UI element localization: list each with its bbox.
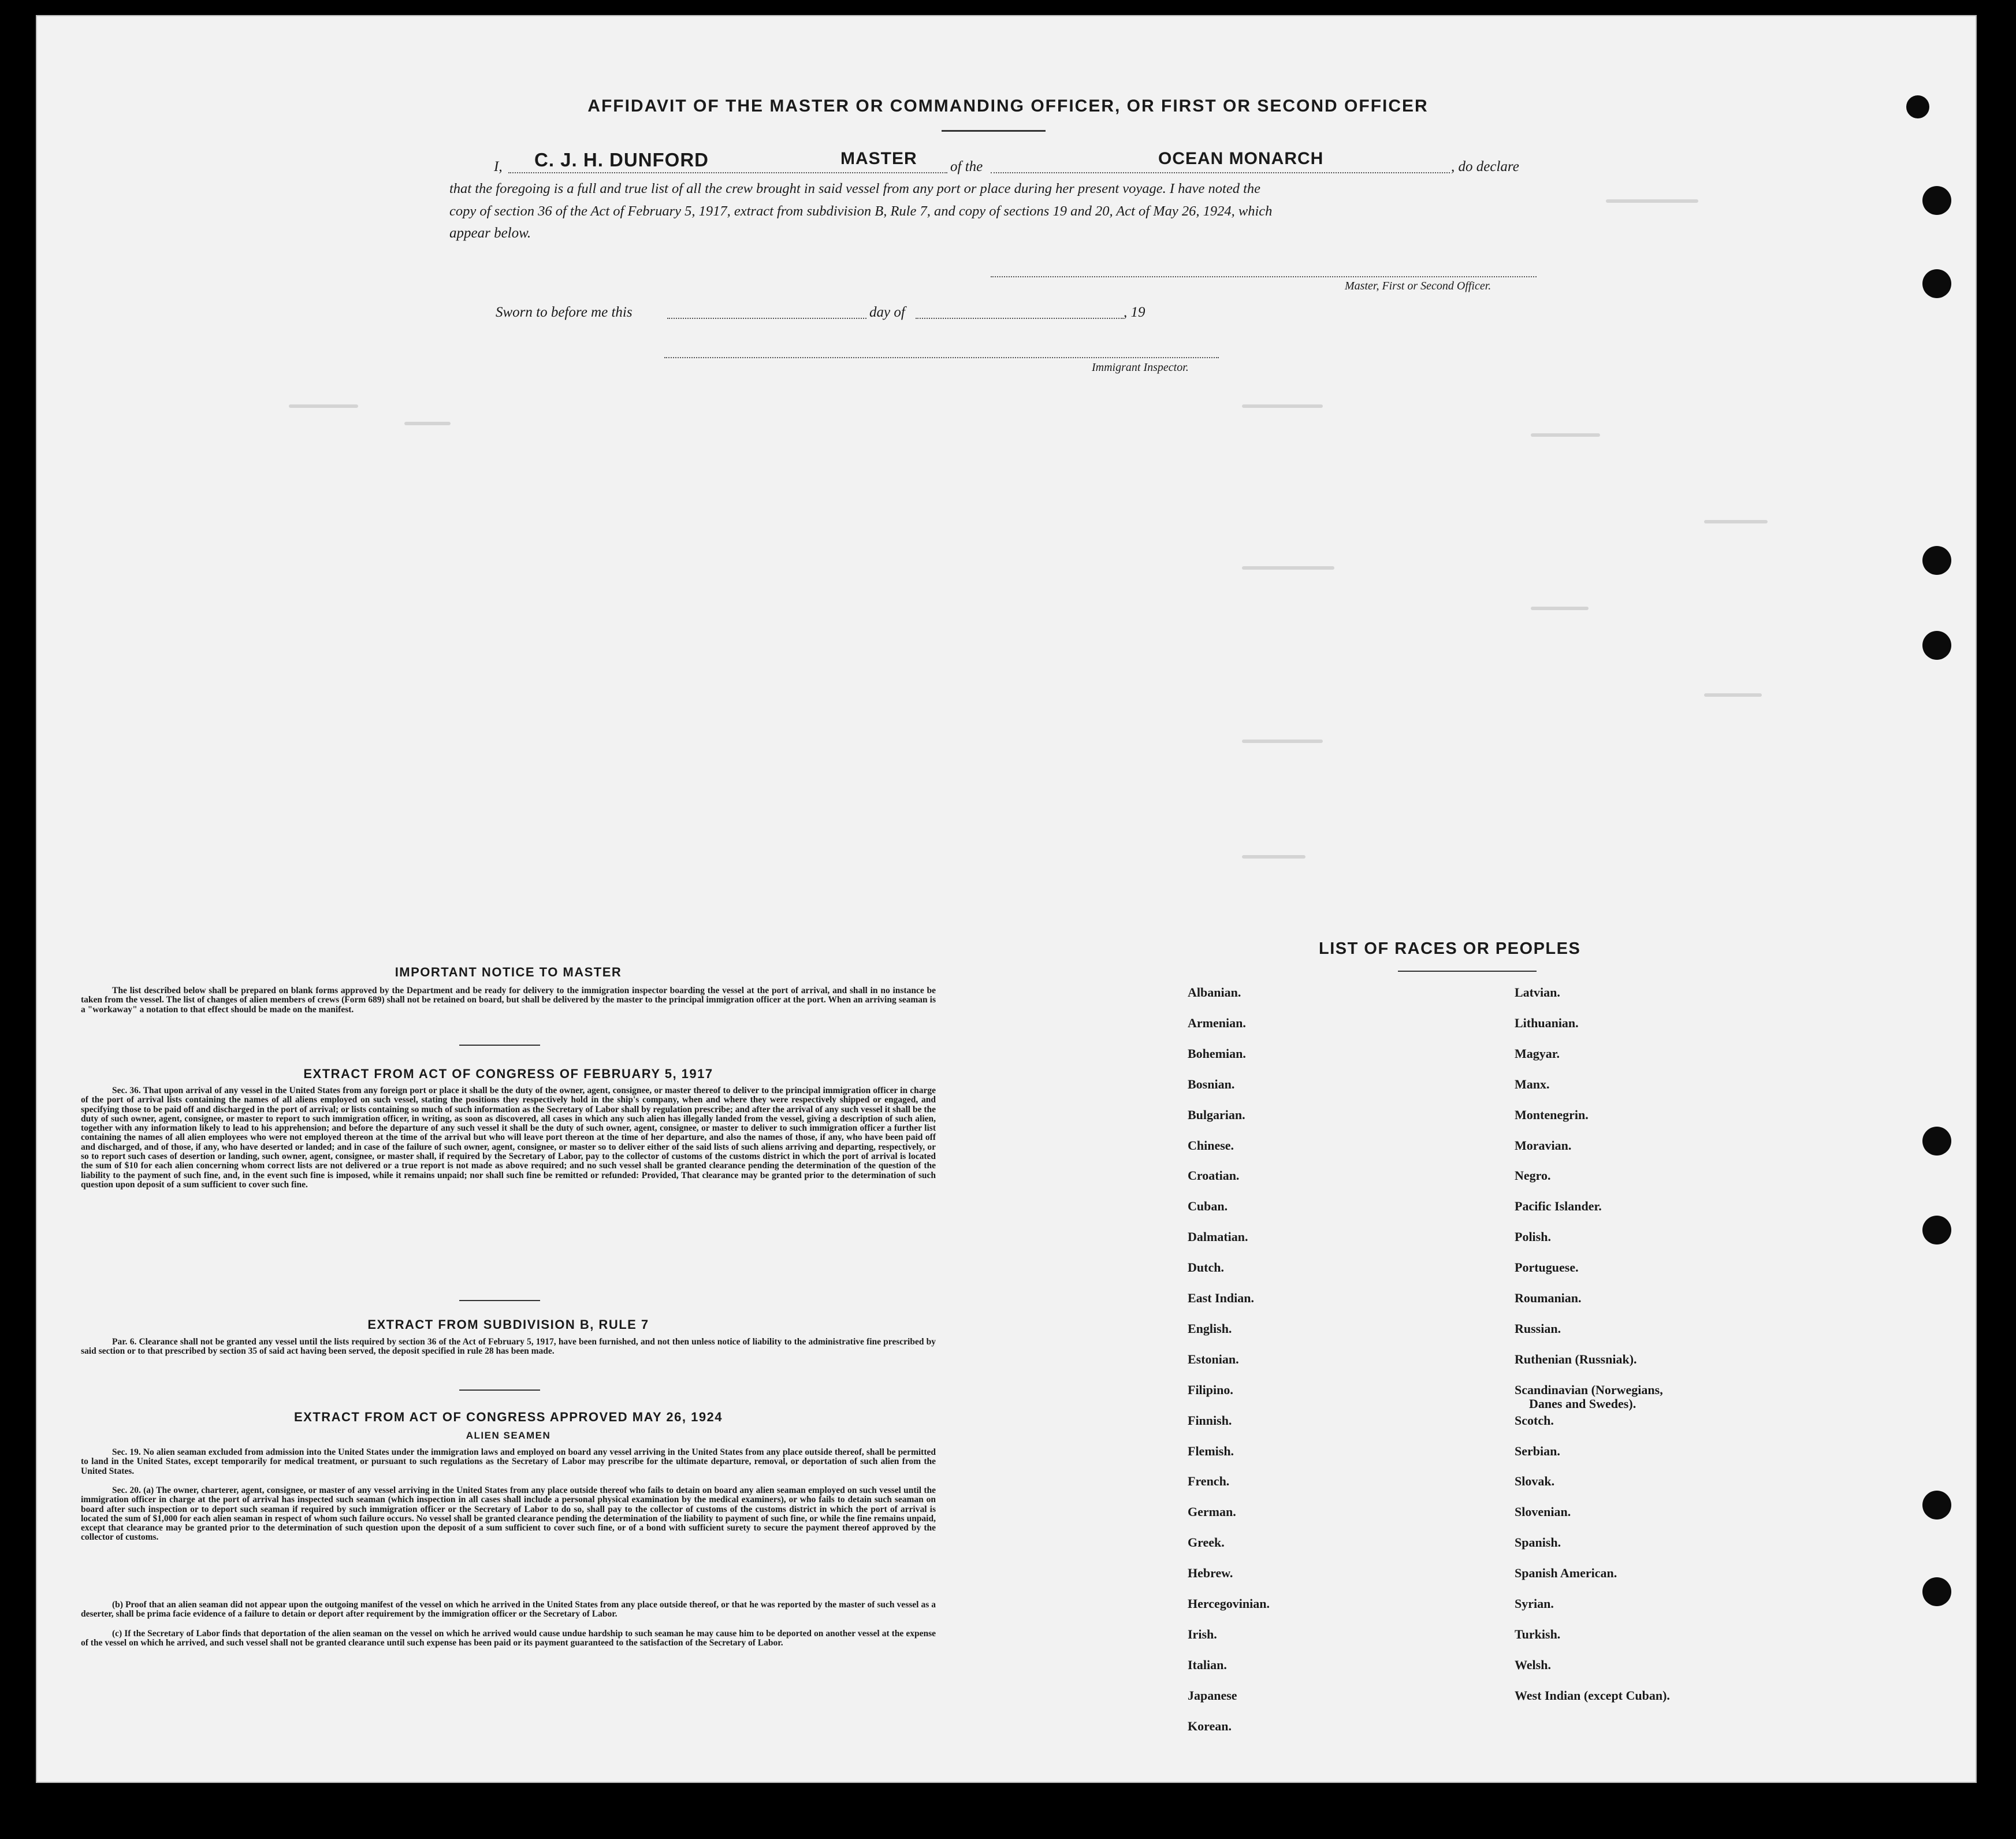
race-item: Japanese (1188, 1688, 1237, 1703)
race-item: Croatian. (1188, 1168, 1240, 1183)
notice-heading: IMPORTANT NOTICE TO MASTER (395, 965, 622, 979)
race-item: Pacific Islander. (1515, 1199, 1602, 1214)
day-of-label: day of (869, 304, 905, 320)
race-item: Russian. (1515, 1321, 1561, 1336)
punch-hole (1922, 546, 1951, 575)
vessel-name: OCEAN MONARCH (1158, 149, 1324, 168)
race-item: Moravian. (1515, 1138, 1572, 1153)
race-item: Bosnian. (1188, 1076, 1235, 1091)
section-divider (459, 1045, 540, 1046)
rank: MASTER (840, 149, 917, 168)
race-item: Dutch. (1188, 1260, 1224, 1275)
rule-7-text: Par. 6. Clearance shall not be granted any vessel until the lists required by section 36 of the Act of February 5, 1917, have been furnished, and not then unless notice of liability to the administrative fine prescribed by said section or to that prescribed by section 35 of said act having been served, the deposit specified in rule 28 has been made. (81, 1337, 936, 1357)
affidavit-heading: AFFIDAVIT OF THE MASTER OR COMMANDING OFFICER, OR FIRST OR SECOND OFFICER (587, 96, 1429, 116)
bleed-through-mark (1242, 740, 1323, 743)
rule-7-heading: EXTRACT FROM SUBDIVISION B, RULE 7 (367, 1317, 649, 1332)
race-item: Syrian. (1515, 1596, 1554, 1611)
section-20a-text: Sec. 20. (a) The owner, charterer, agent, consignee, or master of any vessel arriving in the United States from any place outside thereof who fails to detain on board any alien seaman employed on such vessel until the immigration officer in charge at the port of arrival has inspected such seaman (which inspection in all cases shall include a personal physical examination by the medical examiners), or who fails to detain such seaman on board after such inspection or to deport such seaman if required by such immigration officer or the Secretary of Labor to do so, shall pay to the collector of customs of the customs district in which the port of arrival is located the sum of $1,000 for each alien seaman in respect of whom such failure occurs. No vessel shall be granted clearance pending the determination of the liability to payment of such fine, or while the fine remains unpaid, except that clearance may be granted prior to the determination of such question upon the deposit of a sum sufficient to cover such fine, or of a bond with sufficient surety to secure the payment thereof approved by the collector of customs. (81, 1485, 936, 1543)
bleed-through-mark (1242, 855, 1305, 859)
race-item: Dalmatian. (1188, 1229, 1248, 1244)
race-item: Lithuanian. (1515, 1015, 1579, 1030)
race-item: German. (1188, 1504, 1236, 1520)
punch-hole (1922, 186, 1951, 215)
race-item: Scotch. (1515, 1413, 1554, 1428)
race-item: Bulgarian. (1188, 1107, 1245, 1122)
year-label: , 19 (1124, 304, 1145, 320)
heading-divider (942, 130, 1046, 132)
race-item: Turkish. (1515, 1626, 1561, 1641)
do-declare: , do declare (1451, 159, 1519, 174)
race-item: Spanish. (1515, 1535, 1561, 1550)
punch-hole (1922, 269, 1951, 298)
master-name: C. J. H. DUNFORD (534, 149, 709, 170)
punch-hole (1922, 1127, 1951, 1156)
section-20b-text: (b) Proof that an alien seaman did not appear upon the outgoing manifest of the vessel on which he arrived in the United States from any place outside thereof, or that he was reported by the master of such vessel as a deserter, shall be prima facie evidence of a failure to detain or deport after requirement by the immigration officer or the Secretary of Labor. (81, 1600, 936, 1619)
alien-seamen-subheading: ALIEN SEAMEN (466, 1430, 551, 1441)
of-the-label: of the (950, 159, 983, 174)
sworn-label: Sworn to before me this (496, 304, 633, 320)
bleed-through-mark (289, 404, 358, 408)
notice-text: The list described below shall be prepared on blank forms approved by the Department and be ready for delivery to the immigration inspector boarding the vessel at the port of arrival, and shall in no instance be taken from the vessel. The list of changes of alien members of crews (Form 689) shall not be retained on board, but shall be delivered by the master to the principal immigration officer at the port. When an arriving seaman is a "workaway" a notation to that effect should be made on the manifest. (81, 986, 936, 1015)
race-item: West Indian (except Cuban). (1515, 1688, 1670, 1703)
extract-1917-text: Sec. 36. That upon arrival of any vessel in the United States from any foreign port or place it shall be the duty of the owner, agent, consignee, or master thereof to deliver to the principal immigration officer in charge of the port of arrival lists containing the names of all aliens employed on such vessel, stating the positions they respectively hold in the ship's company, when and where they were respectively shipped or engaged, and specifying those to be paid off and discharged in the port of arrival; or lists containing so much of such information as the Secretary of Labor shall by regulation prescribe; and after the arrival of any such vessel it shall be the duty of such owner, agent, consignee, or master to report to such immigration officer, in writing, as soon as discovered, all cases in which any such alien has illegally landed from the vessel, giving a description of such alien, together with any information likely to lead to his apprehension; and before the departure of any such vessel it shall be the duty of such owner, agent, consignee, or master to deliver to such immigration officer a further list containing the names of all alien employees who were not employed thereon at the time of the arrival but who will leave port thereon at the time of her departure, and also the names of those, if any, who have been paid off and discharged, and of those, if any, who have deserted or landed; and in case of the failure of such owner, agent, consignee, or master so to deliver either of the said lists of such aliens arriving and departing, respectively, or so to report such cases of desertion or landing, such owner, agent, consignee, or master shall, if required by the Secretary of Labor, pay to the collector of customs of the customs district in which the port of arrival is located the sum of $10 for each alien concerning whom correct lists are not delivered or a true report is not made as above required; and no such vessel shall be granted clearance pending the determination of the question of the liability to the payment of such fine, and, in the event such fine is imposed, while it remains unpaid; nor shall such fine be remitted or refunded: Provided, That clearance may be granted prior to the determination of such question upon deposit of a sum sufficient to cover such fine. (81, 1086, 936, 1190)
extract-1924-heading: EXTRACT FROM ACT OF CONGRESS APPROVED MAY 26, 1924 (293, 1410, 723, 1424)
declaration-line-4: appear below. (449, 225, 531, 241)
punch-hole (1922, 1491, 1951, 1520)
extract-1917-heading: EXTRACT FROM ACT OF CONGRESS OF FEBRUARY 5, 1917 (303, 1067, 713, 1081)
race-item: Spanish American. (1515, 1566, 1617, 1581)
race-item: Irish. (1188, 1626, 1217, 1641)
race-item: Albanian. (1188, 985, 1241, 1000)
race-item: Chinese. (1188, 1138, 1234, 1153)
race-item: Slovak. (1515, 1474, 1555, 1489)
race-item: Korean. (1188, 1718, 1232, 1733)
race-item: English. (1188, 1321, 1232, 1336)
i-label: I, (494, 159, 503, 174)
inspector-caption: Immigrant Inspector. (1092, 361, 1189, 374)
bleed-through-mark (1242, 566, 1334, 570)
bleed-through-mark (404, 422, 451, 425)
race-item: Cuban. (1188, 1199, 1228, 1214)
vessel-line (991, 172, 1450, 173)
race-item: Montenegrin. (1515, 1107, 1589, 1122)
bleed-through-mark (1704, 693, 1762, 697)
signature-caption: Master, First or Second Officer. (1345, 280, 1491, 292)
bleed-through-mark (1531, 607, 1589, 610)
race-item: Greek. (1188, 1535, 1225, 1550)
race-item: French. (1188, 1474, 1230, 1489)
races-divider (1398, 971, 1537, 972)
race-item: Latvian. (1515, 985, 1560, 1000)
punch-hole (1922, 631, 1951, 660)
race-item: Estonian. (1188, 1351, 1239, 1366)
race-item: Magyar. (1515, 1046, 1560, 1061)
punch-hole (1922, 1577, 1951, 1606)
punch-hole (1922, 1216, 1951, 1244)
race-item: Flemish. (1188, 1443, 1234, 1458)
race-item: Italian. (1188, 1657, 1227, 1672)
section-divider (459, 1300, 540, 1301)
signature-line (991, 276, 1537, 277)
declaration-line-2: that the foregoing is a full and true list of all the crew brought in said vessel from any port or place during her present voyage. I have noted the (449, 181, 1261, 196)
race-item: Roumanian. (1515, 1291, 1582, 1305)
races-heading: LIST OF RACES OR PEOPLES (1319, 939, 1581, 958)
race-item: Armenian. (1188, 1015, 1246, 1030)
bleed-through-mark (1704, 520, 1768, 523)
section-19-text: Sec. 19. No alien seaman excluded from admission into the United States under the immigration laws and employed on board any vessel arriving in the United States from any place outside thereof, shall be permitted to land in the United States, except temporarily for medical treatment, or pursuant to such regulations as the Secretary of Labor may prescribe for the ultimate departure, removal, or deportation of such alien from the United States. (81, 1447, 936, 1476)
race-item: Polish. (1515, 1229, 1551, 1244)
race-item: Ruthenian (Russniak). (1515, 1351, 1637, 1366)
race-item: East Indian. (1188, 1291, 1254, 1305)
inspector-signature-line (664, 357, 1219, 358)
bleed-through-mark (1606, 199, 1698, 203)
race-item: Manx. (1515, 1076, 1550, 1091)
race-item: Welsh. (1515, 1657, 1551, 1672)
race-item: Filipino. (1188, 1382, 1233, 1397)
race-item: Serbian. (1515, 1443, 1560, 1458)
sworn-month-line (916, 318, 1124, 319)
bleed-through-mark (1531, 433, 1600, 437)
declaration-line-3: copy of section 36 of the Act of February 5, 1917, extract from subdivision B, Rule 7, and copy of sections 19 and 20, Act of May 26, 1924, which (449, 203, 1273, 219)
section-divider (459, 1390, 540, 1391)
race-item: Hebrew. (1188, 1566, 1233, 1581)
bleed-through-mark (1242, 404, 1323, 408)
race-item: Portuguese. (1515, 1260, 1579, 1275)
race-item: Hercegovinian. (1188, 1596, 1270, 1611)
race-item: Danes and Swedes). (1529, 1396, 1636, 1411)
section-20c-text: (c) If the Secretary of Labor finds that deportation of the alien seaman on the vessel on which he arrived would cause undue hardship to such seaman he may cause him to be deported on another vessel at the expense of the vessel on which he arrived, and such vessel shall not be granted clearance until such expense has been paid or its payment guaranteed to the satisfaction of the Secretary of Labor. (81, 1629, 936, 1648)
race-item: Finnish. (1188, 1413, 1232, 1428)
name-line (508, 172, 947, 173)
race-item: Bohemian. (1188, 1046, 1246, 1061)
race-item: Scandinavian (Norwegians, (1515, 1382, 1663, 1397)
sworn-day-line (667, 318, 866, 319)
race-item: Slovenian. (1515, 1504, 1571, 1520)
race-item: Negro. (1515, 1168, 1551, 1183)
